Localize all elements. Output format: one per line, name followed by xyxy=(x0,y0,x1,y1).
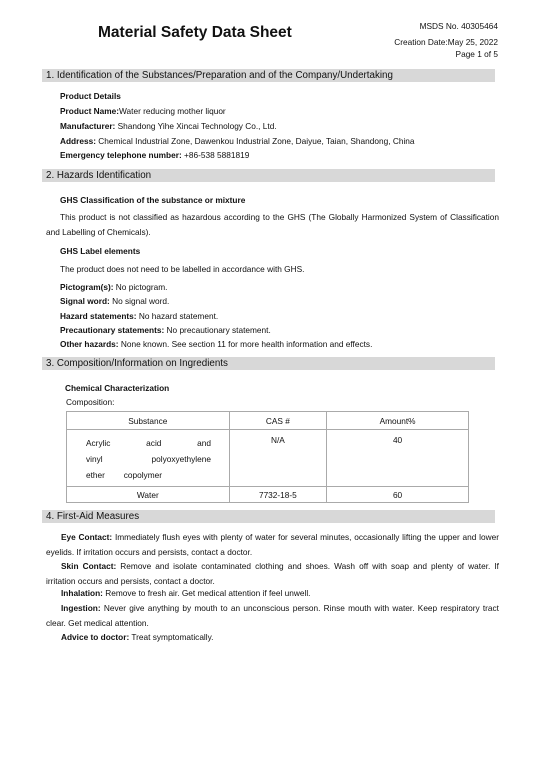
signal-word-value: No signal word. xyxy=(112,296,170,306)
page-number: Page 1 of 5 xyxy=(455,49,498,59)
ghs-classification-text: This product is not classified as hazardous according to the GHS (The Globally Harmonized System of Classification and Labelling of Chemicals). xyxy=(46,212,499,237)
column-header-cas: CAS # xyxy=(229,412,326,430)
ghs-classification-heading: GHS Classification of the substance or mixture xyxy=(60,195,246,205)
hazard-statements-label: Hazard statements: xyxy=(60,311,137,321)
manufacturer-label: Manufacturer: xyxy=(60,121,116,131)
substance-line: vinyl polyoxyethylene xyxy=(86,454,211,464)
pictogram-row xyxy=(60,282,167,293)
ingestion-paragraph xyxy=(46,601,499,630)
cas-cell: N/A xyxy=(229,430,326,487)
precautionary-value: No precautionary statement. xyxy=(166,325,271,335)
skin-contact-label: Skin Contact: xyxy=(61,561,117,571)
composition-table xyxy=(66,411,469,503)
column-header-substance: Substance xyxy=(67,412,230,430)
hazard-statements-row xyxy=(60,311,218,322)
eye-contact-label: Eye Contact: xyxy=(61,532,113,542)
msds-number: MSDS No. 40305464 xyxy=(419,21,498,31)
substance-line: ether copolymer xyxy=(86,470,162,480)
table-row xyxy=(67,487,469,503)
emergency-row xyxy=(60,150,249,161)
emergency-label: Emergency telephone number: xyxy=(60,150,182,160)
skin-contact-paragraph xyxy=(46,559,499,588)
chemical-characterization-heading: Chemical Characterization xyxy=(65,383,170,393)
composition-label: Composition: xyxy=(66,397,115,407)
ingestion-text: Never give anything by mouth to an unconscious person. Rinse mouth with water. Keep respiratory tract clear. Get medical attention. xyxy=(46,603,499,628)
product-details-heading: Product Details xyxy=(60,91,121,101)
advice-to-doctor-label: Advice to doctor: xyxy=(61,632,130,642)
amount-cell: 40 xyxy=(327,430,469,487)
table-row xyxy=(67,430,469,487)
eye-contact-paragraph xyxy=(46,530,499,559)
substance-cell xyxy=(67,430,230,487)
substance-cell: Water xyxy=(67,487,230,503)
section-1-heading: 1. Identification of the Substances/Preparation and of the Company/Undertaking xyxy=(42,69,495,82)
address-label: Address: xyxy=(60,136,96,146)
amount-cell: 60 xyxy=(327,487,469,503)
product-name-row xyxy=(60,106,226,117)
section-3-heading: 3. Composition/Information on Ingredients xyxy=(42,357,495,370)
inhalation-text: Remove to fresh air. Get medical attention if feel unwell. xyxy=(105,588,311,598)
ingestion-label: Ingestion: xyxy=(61,603,101,613)
other-hazards-value: None known. See section 11 for more health information and effects. xyxy=(120,339,373,349)
address-value: Chemical Industrial Zone, Dawenkou Industrial Zone, Daiyue, Taian, Shandong, China xyxy=(98,136,415,146)
emergency-value: +86-538 5881819 xyxy=(184,150,250,160)
advice-to-doctor-text: Treat symptomatically. xyxy=(131,632,214,642)
section-4-heading: 4. First-Aid Measures xyxy=(42,510,495,523)
signal-word-label: Signal word: xyxy=(60,296,110,306)
section-2-heading: 2. Hazards Identification xyxy=(42,169,495,182)
ghs-label-heading: GHS Label elements xyxy=(60,246,141,256)
advice-to-doctor-paragraph xyxy=(46,630,499,645)
pictogram-label: Pictogram(s): xyxy=(60,282,114,292)
precautionary-row xyxy=(60,325,271,336)
creation-date: Creation Date:May 25, 2022 xyxy=(394,37,498,47)
document-title: Material Safety Data Sheet xyxy=(98,24,292,41)
signal-word-row xyxy=(60,296,169,307)
manufacturer-row xyxy=(60,121,277,132)
precautionary-label: Precautionary statements: xyxy=(60,325,165,335)
address-row xyxy=(60,136,415,147)
table-header-row xyxy=(67,412,469,430)
manufacturer-value: Shandong Yihe Xincai Technology Co., Ltd. xyxy=(117,121,277,131)
skin-contact-text: Remove and isolate contaminated clothing and shoes. Wash off with soap and plenty of water. If irritation occurs and persists, contact a doctor. xyxy=(46,561,499,586)
hazard-statements-value: No hazard statement. xyxy=(138,311,219,321)
ghs-label-text: The product does not need to be labelled in accordance with GHS. xyxy=(60,264,305,274)
eye-contact-text: Immediately flush eyes with plenty of water for several minutes, occasionally lifting the upper and lower eyelids. If irritation occurs and persists, contact a doctor. xyxy=(46,532,499,557)
inhalation-label: Inhalation: xyxy=(61,588,103,598)
product-name-value: Water reducing mother liquor xyxy=(119,106,226,116)
inhalation-paragraph xyxy=(46,586,499,601)
product-name-label: Product Name: xyxy=(60,106,120,116)
substance-line: Acrylic acid and xyxy=(86,438,211,448)
other-hazards-row xyxy=(60,339,372,350)
column-header-amount: Amount% xyxy=(327,412,469,430)
other-hazards-label: Other hazards: xyxy=(60,339,119,349)
pictogram-value: No pictogram. xyxy=(115,282,168,292)
cas-cell: 7732-18-5 xyxy=(229,487,326,503)
